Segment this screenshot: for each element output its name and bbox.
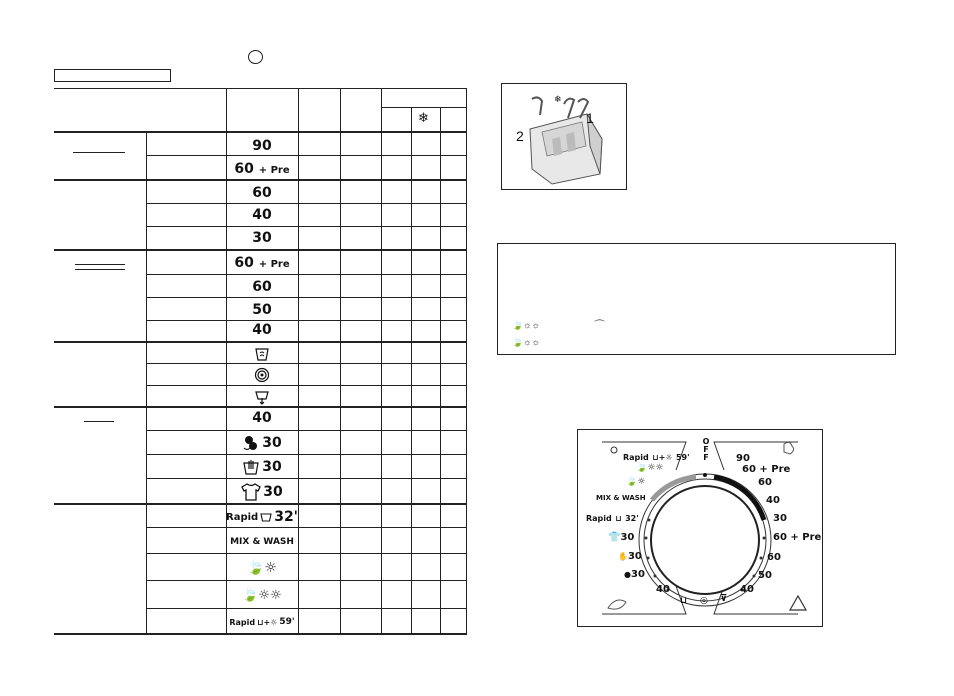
leaf-sun-row xyxy=(226,556,298,580)
dial-label: Rapid ⊔ 32' xyxy=(586,514,639,523)
row-temp: 60 xyxy=(252,185,272,201)
row-temp: 50 xyxy=(252,302,272,318)
rapid-59-row: Rapid ⊔+☼ 59' xyxy=(229,617,295,627)
warning-triangle-icon xyxy=(790,596,806,610)
cotton-icon xyxy=(784,442,794,454)
snowflake-icon: ❄ xyxy=(554,94,562,104)
section-label-box xyxy=(54,69,171,82)
dial-label: 60 xyxy=(758,477,772,488)
leaf-double-sun-icon: 🍃☼☼ xyxy=(242,588,282,603)
handwash-icon: ✋ xyxy=(618,552,628,561)
language-circle-icon xyxy=(248,50,263,64)
off-label: OFF xyxy=(702,437,710,462)
shirt-icon: 👕 xyxy=(608,532,621,543)
leaf-double-sun-icon: 🍃☼☼ xyxy=(636,463,664,473)
leaf-double-sun-icon: 🍃☼☼ xyxy=(512,337,540,347)
drawer-label-2: 2 xyxy=(516,128,524,144)
spin-icon xyxy=(226,365,298,385)
dial-label: 50 xyxy=(758,570,772,581)
rinse-icon: ⊽ xyxy=(720,594,728,604)
notes-box xyxy=(497,243,896,355)
row-temp: 40 xyxy=(252,207,272,223)
dial-label: 30 xyxy=(773,513,787,524)
row-temp: 90 xyxy=(252,138,272,154)
wool-icon: ● xyxy=(624,570,631,579)
drain-icon xyxy=(226,387,298,406)
sun-icon xyxy=(611,447,617,453)
dial-label: 60 + Pre xyxy=(742,464,791,475)
row-temp: 60 + Pre xyxy=(234,161,290,177)
programme-dial-panel xyxy=(577,429,823,627)
rinse-icon xyxy=(226,344,298,363)
tub-icon: ⊔ xyxy=(615,514,622,523)
wool-icon xyxy=(242,434,260,452)
row-temp: 40 xyxy=(252,322,272,338)
dial-label: 40 xyxy=(656,584,670,595)
dial-label: ✋30 xyxy=(618,551,642,562)
rapid-32-row: Rapid 32' xyxy=(226,509,298,525)
row-temp: 40 xyxy=(252,410,272,426)
dial-label: 40 xyxy=(740,584,754,595)
tub-plus-sun-icon: ⊔+☼ xyxy=(257,617,278,627)
wool-icon-row: 30 xyxy=(226,432,298,454)
dial-label: ●30 xyxy=(624,569,645,580)
row-temp: 60 + Pre xyxy=(234,255,290,271)
hanger-icon: ⌒ xyxy=(594,320,605,332)
drawer-label-1: 1 xyxy=(586,110,594,126)
dial-label: 60 + Pre xyxy=(773,532,822,543)
dial-label: 60 xyxy=(767,552,781,563)
dial-label: 40 xyxy=(766,495,780,506)
leaf-double-sun-row xyxy=(226,583,298,608)
spin-icon: ◎ xyxy=(700,596,708,606)
tub-plus-sun-icon: ⊔+☼ xyxy=(652,453,673,462)
mix-wash-row: MIX & WASH xyxy=(230,537,294,547)
leaf-icon xyxy=(608,600,626,609)
dial-label: MIX & WASH xyxy=(596,494,646,502)
handwash-icon-row: 30 xyxy=(226,456,298,478)
leaf-sun-icon: 🍃☼☼ xyxy=(512,320,540,330)
dial-label: Rapid ⊔+☼ 59' xyxy=(623,453,690,462)
dial-label: 90 xyxy=(736,453,750,464)
detergent-drawer-figure xyxy=(501,83,627,190)
tub-icon xyxy=(260,512,272,522)
drain-icon: ⊔ xyxy=(680,596,688,606)
leaf-sun-icon: 🍃☼ xyxy=(247,560,277,576)
row-temp: 30 xyxy=(252,230,272,246)
handwash-icon xyxy=(242,458,260,476)
row-temp: 60 xyxy=(252,279,272,295)
leaf-sun-icon: 🍃☼ xyxy=(626,477,646,487)
snowflake-icon: ❄ xyxy=(418,111,429,126)
shirt-icon-row: 30 xyxy=(226,480,298,503)
dial-label: 👕30 xyxy=(608,532,635,543)
shirt-icon xyxy=(241,483,261,501)
